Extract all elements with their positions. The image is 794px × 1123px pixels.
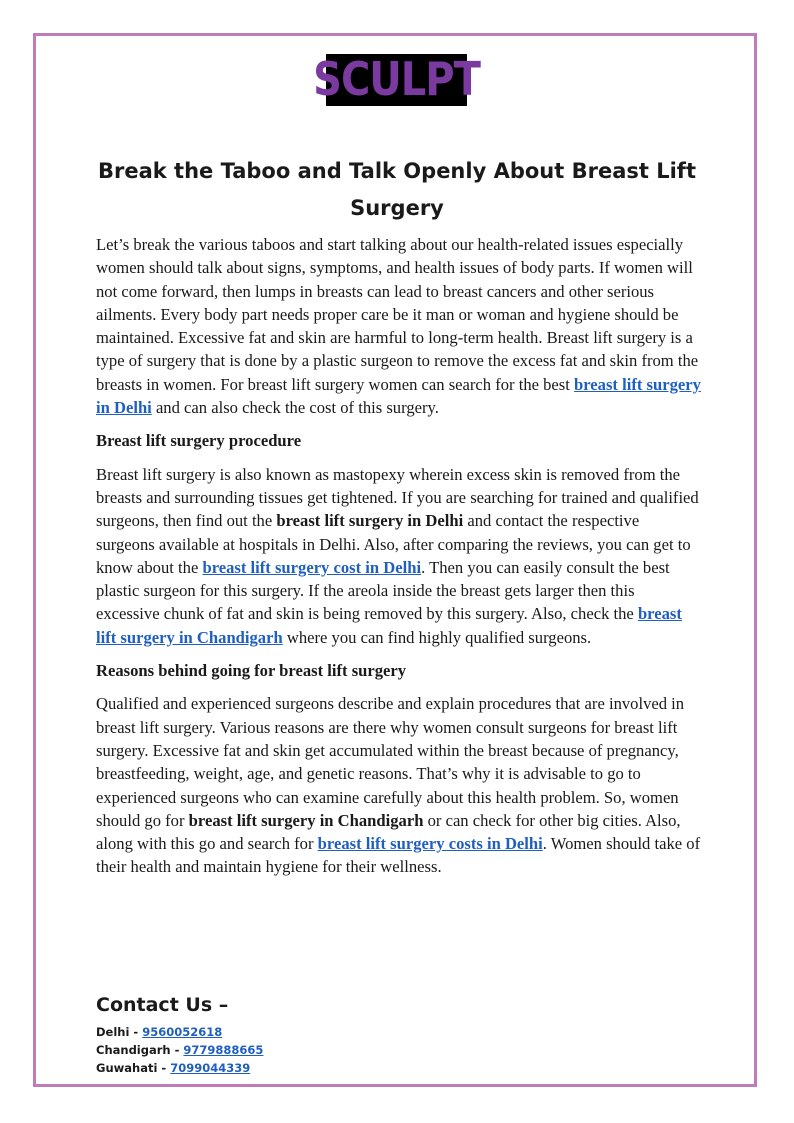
contact-label: Chandigarh - <box>96 1043 184 1057</box>
breast-lift-chandigarh-link[interactable]: breast lift surgery in Chandigarh <box>96 604 682 647</box>
reasons-paragraph <box>96 692 702 878</box>
contact-section <box>96 992 496 1077</box>
reasons-text-2: or can check for other big cities. Also, along with this go and search for <box>96 810 681 854</box>
contact-row-chandigarh <box>96 1041 496 1059</box>
breast-lift-delhi-link[interactable]: breast lift surgery in Delhi <box>96 374 701 418</box>
procedure-text-4: where you can find highly qualified surgeons. <box>282 627 592 647</box>
procedure-heading: Breast lift surgery procedure <box>96 431 302 451</box>
contact-row-delhi <box>96 1023 496 1041</box>
procedure-text-1: Breast lift surgery is also known as mastopexy wherein excess skin is removed from the breasts and surrounding tissues get tightened. If you are searching for trained and qualified surgeons, then find out the <box>96 464 699 531</box>
intro-paragraph <box>96 233 702 419</box>
procedure-bold-1: breast lift surgery in Delhi <box>276 511 464 531</box>
contact-heading: Contact Us – <box>96 994 229 1016</box>
delhi-phone-link[interactable]: 9560052618 <box>142 1025 223 1039</box>
contact-row-guwahati <box>96 1059 496 1077</box>
breast-lift-cost-delhi-link[interactable]: breast lift surgery cost in Delhi <box>202 557 422 577</box>
breast-lift-costs-delhi-link[interactable]: breast lift surgery costs in Delhi <box>317 834 543 854</box>
logo-text: SCULPT <box>313 53 480 107</box>
procedure-text-2: and contact the respective surgeons available at hospitals in Delhi. Also, after comparing the reviews, you can get to know about the <box>96 511 691 577</box>
procedure-paragraph <box>96 463 702 649</box>
chandigarh-phone-link[interactable]: 9779888665 <box>183 1043 264 1057</box>
reasons-heading: Reasons behind going for breast lift surgery <box>96 661 407 681</box>
contact-label: Delhi - <box>96 1025 143 1039</box>
procedure-text-3: . Then you can easily consult the best plastic surgeon for this surgery. If the areola inside the breast gets larger then this excessive chunk of fat and skin is being removed by this surgery. Also, check the <box>96 557 670 624</box>
reasons-bold-1: breast lift surgery in Chandigarh <box>188 810 424 830</box>
intro-text-2: and can also check the cost of this surgery. <box>151 398 439 418</box>
intro-text-1: Let’s break the various taboos and start talking about our health-related issues especially women should talk about signs, symptoms, and health issues of body parts. If women will not come forward, then lumps in breasts can lead to breast cancers and other serious ailments. Every body part needs proper care be it man or woman and hygiene should be maintained. Excessive fat and skin are harmful to long-term health. Breast lift surgery is a type of surgery that is done by a plastic surgeon to remove the excess fat and skin from the breasts in women. For breast lift surgery women can search for the best <box>96 235 699 394</box>
reasons-text-1: Qualified and experienced surgeons describe and explain procedures that are involved in breast lift surgery. Various reasons are there why women consult surgeons for breast lift surgery. Excessive fat and skin get accumulated within the breast because of pregnancy, breastfeeding, weight, age, and genetic reasons. That’s why it is advisable to go to experienced surgeons who can examine carefully about this health problem. So, women should go for <box>96 694 685 830</box>
article-body <box>96 233 702 889</box>
page-title: Break the Taboo and Talk Openly About Breast Lift Surgery <box>98 159 696 220</box>
contact-label: Guwahati - <box>96 1061 171 1075</box>
guwahati-phone-link[interactable]: 7099044339 <box>170 1061 251 1075</box>
sculpt-logo <box>313 53 480 107</box>
reasons-text-3: . Women should take of their health and maintain hygiene for their wellness. <box>96 834 701 877</box>
